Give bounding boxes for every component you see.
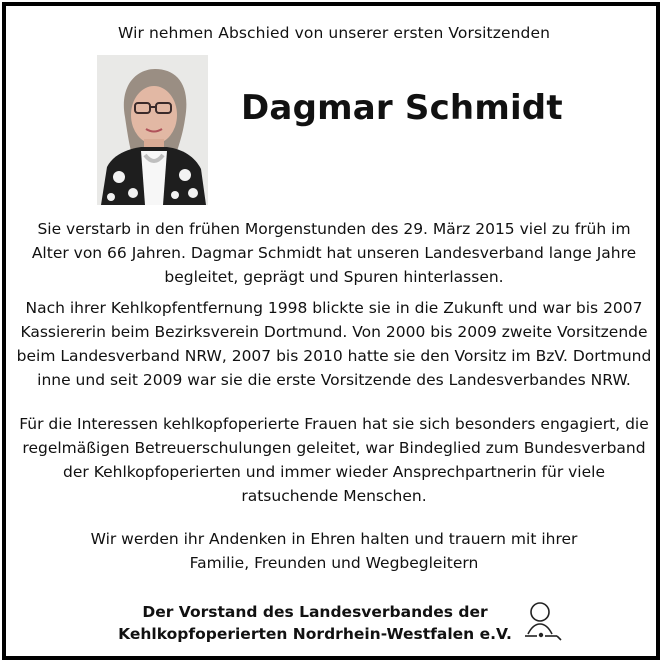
portrait-photo (97, 55, 208, 205)
deceased-name: Dagmar Schmidt (241, 88, 563, 128)
text-line: ratsuchende Menschen. (241, 487, 427, 505)
signature-line: Kehlkopfoperierten Nordrhein-Westfalen e.V. (118, 625, 512, 643)
text-line: beim Landesverband NRW, 2007 bis 2010 hatte sie den Vorsitz im BzV. Dortmund (16, 347, 652, 365)
paragraph-engagement (12, 412, 656, 508)
text-line: Nach ihrer Kehlkopfentfernung 1998 blickte sie in die Zukunft und war bis 2007 (25, 299, 643, 317)
text-line: Familie, Freunden und Wegbegleitern (189, 554, 479, 572)
text-line: inne und seit 2009 war sie die erste Vorsitzende des Landesverbandes NRW. (37, 371, 631, 389)
association-logo-icon (523, 600, 563, 642)
text-line: Kassiererin beim Bezirksverein Dortmund. Von 2000 bis 2009 zweite Vorsitzende (20, 323, 648, 341)
signature-block (100, 601, 530, 645)
intro-line: Wir nehmen Abschied von unserer ersten Vorsitzenden (117, 24, 551, 42)
paragraph-death-notice (12, 217, 656, 289)
text-line: Wir werden ihr Andenken in Ehren halten und trauern mit ihrer (90, 530, 578, 548)
text-line: der Kehlkopfoperierten und immer wieder Ansprechpartnerin für viele (63, 463, 605, 481)
text-line: Alter von 66 Jahren. Dagmar Schmidt hat unseren Landesverband lange Jahre (31, 244, 637, 262)
signature-line: Der Vorstand des Landesverbandes der (142, 603, 488, 621)
paragraph-remembrance (12, 527, 656, 575)
text-line: regelmäßigen Betreuerschulungen geleitet, war Bindeglied zum Bundesverband (22, 439, 646, 457)
text-line: Sie verstarb in den frühen Morgenstunden des 29. März 2015 viel zu früh im (37, 220, 631, 238)
text-line: Für die Interessen kehlkopfoperierte Frauen hat sie sich besonders engagiert, die (19, 415, 649, 433)
text-line: begleitet, geprägt und Spuren hinterlassen. (164, 268, 504, 286)
paragraph-career (12, 296, 656, 392)
